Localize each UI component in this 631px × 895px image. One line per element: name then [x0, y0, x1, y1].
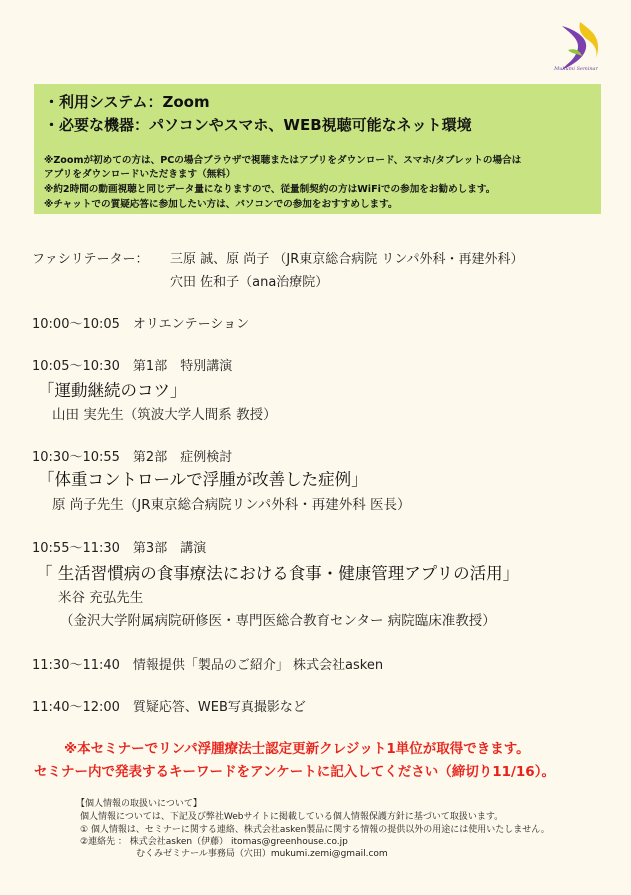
- requirement-devices: ・必要な機器：パソコンやスマホ、WEB視聴可能なネット環境: [44, 116, 472, 134]
- requirement-note: ※Zoomが初めての方は、PCの場合ブラウザで視聴またはアプリをダウンロード、スマホ/タブレットの場合は: [44, 155, 522, 166]
- logo-text: Mukumi Seminar: [554, 66, 598, 72]
- part3-title: 「 生活習慣病の食事療法における食事・健康管理アプリの活用」: [36, 564, 520, 583]
- part3-affiliation: （金沢大学附属病院研修医・専門医総合教育センター 病院臨床准教授）: [60, 613, 496, 629]
- schedule-orientation: 10:00〜10:05 オリエンテーション: [32, 317, 250, 332]
- part2-title: 「体重コントロールで浮腫が改善した症例」: [38, 470, 368, 489]
- schedule-part3: 10:55〜11:30 第3部 講演: [32, 541, 207, 556]
- part1-speaker: 山田 実先生（筑波大学人間系 教授）: [52, 407, 277, 423]
- facilitator-line: 三原 誠、原 尚子 （JR東京総合病院 リンパ外科・再建外科）: [170, 252, 524, 267]
- facilitator-line: 穴田 佐和子（ana治療院）: [170, 275, 329, 290]
- schedule-part1: 10:05〜10:30 第1部 特別講演: [32, 359, 233, 374]
- part1-title: 「運動継続のコツ」: [38, 381, 187, 400]
- requirement-note: ※約2時間の動画視聴と同じデータ量になりますので、従量制契約の方はWiFiでの参加をお勧めします。: [44, 184, 496, 195]
- privacy-heading: 【個人情報の取扱いについて】: [76, 799, 202, 809]
- schedule-part2: 10:30〜10:55 第2部 症例検討: [32, 450, 233, 465]
- part2-speaker: 原 尚子先生（JR東京総合病院リンパ外科・再建外科 医長）: [52, 497, 411, 513]
- schedule-info: 11:30〜11:40 情報提供「製品のご紹介」 株式会社asken: [32, 658, 384, 673]
- part3-speaker: 米谷 充弘先生: [58, 590, 144, 606]
- requirement-note: アプリをダウンロードいただきます（無料）: [44, 169, 236, 180]
- requirement-note: ※チャットでの質疑応答に参加したい方は、パソコンでの参加をおすすめします。: [44, 199, 398, 210]
- credit-notice: ※本セミナーでリンパ浮腫療法士認定更新クレジット1単位が取得できます。: [64, 741, 530, 757]
- privacy-contact: むくみゼミナール事務局（穴田）mukumi.zemi@gmail.com: [136, 849, 388, 859]
- privacy-contact: ②連絡先 ： 株式会社asken（伊藤） itomas@greenhouse.co.jp: [80, 837, 348, 847]
- keyword-notice: セミナー内で発表するキーワードをアンケートに記入してください（締切り11/16）。: [34, 764, 555, 780]
- privacy-line: ① 個人情報は、セミナーに関する連絡、株式会社asken製品に関する情報の提供以外の用途には使用いたしません。: [80, 825, 550, 835]
- facilitator-label: ファシリテーター：: [32, 252, 149, 267]
- privacy-line: 個人情報については、下記及び弊社Webサイトに掲載している個人情報保護方針に基づいて取扱います。: [80, 812, 504, 822]
- schedule-qa: 11:40〜12:00 質疑応答、WEB写真撮影など: [32, 700, 306, 715]
- requirement-system: ・利用システム：Zoom: [44, 93, 210, 111]
